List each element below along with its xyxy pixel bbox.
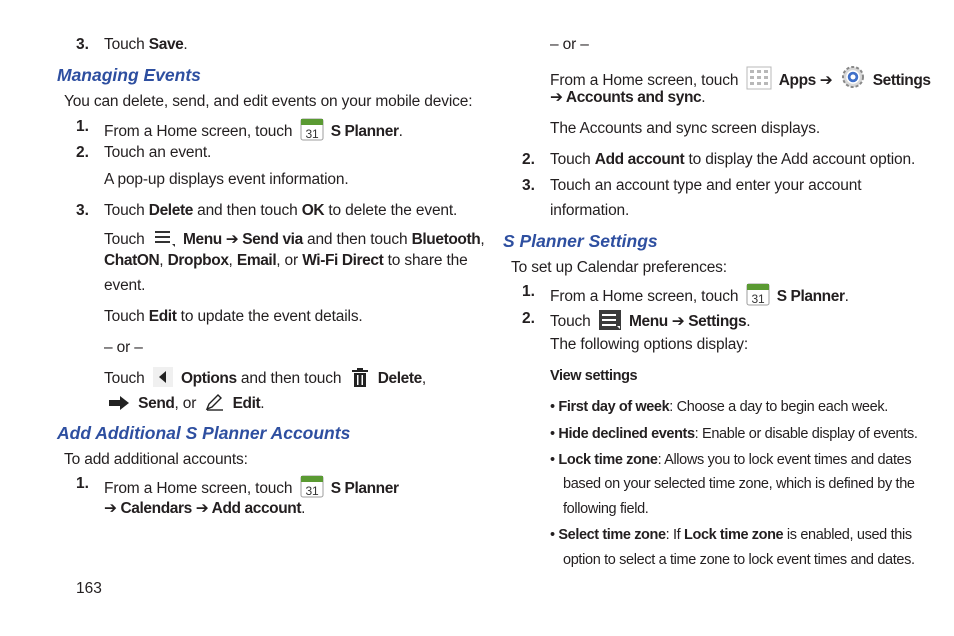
page-number: 163 bbox=[76, 580, 102, 597]
step-number: 1. bbox=[76, 118, 89, 135]
calendar-icon bbox=[746, 282, 770, 306]
step-touch-event: Touch an event. bbox=[104, 144, 212, 161]
apps-grid-icon bbox=[746, 66, 772, 90]
pencil-icon bbox=[203, 391, 225, 413]
step-open-calendars: From a Home screen, touch 31 S Planner bbox=[104, 474, 399, 499]
sync-display: The Accounts and sync screen displays. bbox=[550, 120, 821, 137]
options-line2: Send, or Edit. bbox=[104, 391, 264, 414]
step-save: Touch Save. bbox=[104, 36, 188, 53]
step-number: 2. bbox=[522, 310, 535, 327]
heading-managing-events: Managing Events bbox=[57, 65, 201, 85]
bullet-lock-time-zone-3: following field. bbox=[563, 501, 649, 517]
apps-settings-line2: ➔ Accounts and sync. bbox=[550, 89, 706, 106]
or-separator: – or – bbox=[104, 339, 143, 356]
calendars-path: ➔ Calendars ➔ Add account. bbox=[104, 500, 306, 517]
managing-intro: You can delete, send, and edit events on your mobile device: bbox=[64, 93, 473, 110]
bullet-lock-time-zone: • Lock time zone: Allows you to lock event times and dates bbox=[550, 452, 912, 468]
step-open-splanner-settings: From a Home screen, touch 31 S Planner. bbox=[550, 282, 849, 307]
step-number: 1. bbox=[76, 475, 89, 492]
step-account-type: Touch an account type and enter your account bbox=[550, 177, 862, 194]
send-via-line2: ChatON, Dropbox, Email, or Wi-Fi Direct to share the bbox=[104, 252, 468, 269]
popup-info: A pop-up displays event information. bbox=[104, 171, 349, 188]
heading-splanner-settings: S Planner Settings bbox=[503, 231, 658, 251]
svg-text:31: 31 bbox=[305, 127, 319, 141]
step-open-splanner: From a Home screen, touch 31 S Planner. bbox=[104, 117, 403, 142]
bullet-select-time-zone: • Select time zone: If Lock time zone is enabled, used this bbox=[550, 527, 912, 543]
bullet-hide-declined: • Hide declined events: Enable or disable display of events. bbox=[550, 426, 918, 442]
bullet-select-time-zone-2: option to select a time zone to lock event times and dates. bbox=[563, 552, 915, 568]
step-menu-settings: Touch Menu ➔ Settings. bbox=[550, 309, 750, 332]
step-number: 3. bbox=[76, 36, 89, 53]
menu-icon bbox=[598, 309, 622, 331]
options-line1: Touch Options and then touch Delete, bbox=[104, 366, 426, 389]
heading-add-accounts: Add Additional S Planner Accounts bbox=[57, 423, 351, 443]
step-number: 3. bbox=[522, 177, 535, 194]
bullet-lock-time-zone-2: based on your selected time zone, which is defined by the bbox=[563, 476, 915, 492]
step-add-account: Touch Add account to display the Add account option. bbox=[550, 151, 916, 168]
or-separator: – or – bbox=[550, 36, 589, 53]
svg-text:31: 31 bbox=[751, 292, 765, 306]
calendar-icon bbox=[300, 117, 324, 141]
back-arrow-icon bbox=[152, 366, 174, 388]
send-via-line1: Touch Menu ➔ Send via and then touch Bluetooth, bbox=[104, 227, 485, 250]
menu-icon bbox=[152, 227, 176, 249]
trash-icon bbox=[349, 366, 371, 388]
step-number: 1. bbox=[522, 283, 535, 300]
options-display: The following options display: bbox=[550, 336, 748, 353]
view-settings-label: View settings bbox=[550, 368, 638, 384]
edit-event: Touch Edit to update the event details. bbox=[104, 308, 363, 325]
bullet-first-day: • First day of week: Choose a day to begin each week. bbox=[550, 399, 888, 415]
settings-intro: To set up Calendar preferences: bbox=[511, 259, 727, 276]
step-number: 3. bbox=[76, 202, 89, 219]
apps-settings-line1: From a Home screen, touch Apps ➔ Settings bbox=[550, 64, 931, 91]
step-delete-event: Touch Delete and then touch OK to delete the event. bbox=[104, 202, 458, 219]
gear-icon bbox=[840, 64, 866, 90]
send-arrow-icon bbox=[107, 393, 131, 413]
step-number: 2. bbox=[522, 151, 535, 168]
calendar-icon bbox=[300, 474, 324, 498]
add-accounts-intro: To add additional accounts: bbox=[64, 451, 248, 468]
step-number: 2. bbox=[76, 144, 89, 161]
svg-text:31: 31 bbox=[305, 484, 319, 498]
send-via-line3: event. bbox=[104, 277, 146, 294]
step-account-type-2: information. bbox=[550, 202, 630, 219]
